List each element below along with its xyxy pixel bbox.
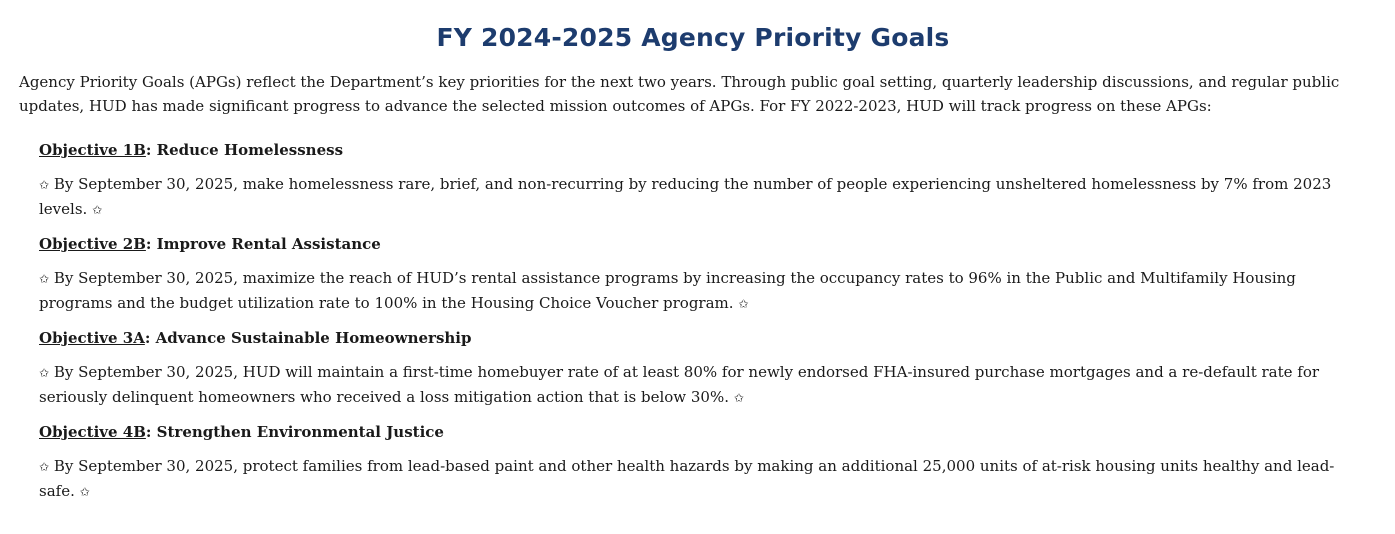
objective-3a-link[interactable]: Objective 3A [39,329,145,347]
objective-goal [39,360,1359,410]
objective-heading-text: : Strengthen Environmental Justice [145,423,444,441]
objective-2b-link[interactable]: Objective 2B [39,235,146,253]
objective-1b-link[interactable]: Objective 1B [39,141,146,159]
objective-4b-link[interactable]: Objective 4B [39,423,146,441]
objective-1b [39,138,1359,222]
goal-text: By September 30, 2025, HUD will maintain a first-time homebuyer rate of at least 80% for newly endorsed FHA-insured purchase mortgages and a re-default rate for seriously delinquent homeowners who received a loss mitigation action that is below 30%. [39,363,1320,406]
objective-2b [39,232,1359,316]
intro-paragraph: Agency Priority Goals (APGs) reflect the Department’s key priorities for the next two years. Through public goal setting, quarterly leadership discussions, and regular public updates, HUD has made significant progress to advance the selected mission outcomes of APGs. For FY 2022-2023, HUD will track progress on these APGs: [19,73,1340,115]
star-icon: ✩ [79,485,90,499]
objectives-list [39,138,1359,514]
star-icon: ✩ [39,272,50,286]
goal-text: By September 30, 2025, protect families from lead-based paint and other health hazards by making an additional 25,000 units of at-risk housing units healthy and lead-safe. [39,457,1335,500]
star-icon: ✩ [39,178,50,192]
star-icon: ✩ [39,366,50,380]
objective-goal [39,266,1359,316]
objective-heading-text: : Advance Sustainable Homeownership [144,329,472,347]
objective-goal [39,172,1359,222]
objective-heading [39,326,1359,350]
objective-goal [39,454,1359,504]
star-icon: ✩ [92,203,103,217]
star-icon: ✩ [733,391,744,405]
objective-heading-text: : Improve Rental Assistance [145,235,381,253]
page-title: FY 2024-2025 Agency Priority Goals [436,23,950,52]
objective-heading [39,138,1359,162]
objective-4b [39,420,1359,504]
goal-text: By September 30, 2025, make homelessness rare, brief, and non-recurring by reducing the number of people experiencing unsheltered homelessness by 7% from 2023 levels. [39,175,1332,218]
star-icon: ✩ [39,460,50,474]
objective-heading [39,232,1359,256]
goal-text: By September 30, 2025, maximize the reach of HUD’s rental assistance programs by increasing the occupancy rates to 96% in the Public and Multifamily Housing programs and the budget utilization rate to 100% in the Housing Choice Voucher program. [39,269,1296,312]
star-icon: ✩ [738,297,749,311]
objective-heading-text: : Reduce Homelessness [145,141,344,159]
objective-heading [39,420,1359,444]
objective-3a [39,326,1359,410]
